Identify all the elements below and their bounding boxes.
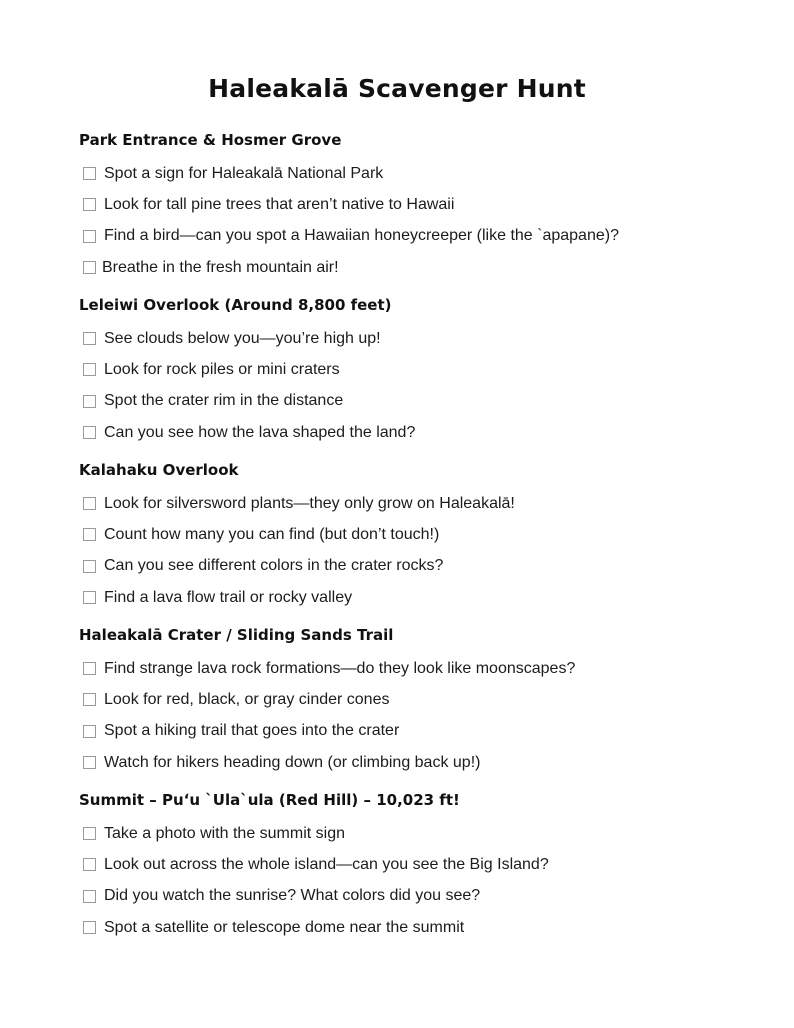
checklist-item: [79, 386, 759, 417]
checkbox[interactable]: [83, 890, 96, 903]
item-text: Look out across the whole island—can you see the Big Island?: [104, 855, 549, 873]
checkbox[interactable]: [83, 693, 96, 706]
checkbox[interactable]: [83, 921, 96, 934]
checkbox[interactable]: [83, 858, 96, 871]
item-text: Spot a hiking trail that goes into the crater: [104, 722, 400, 740]
checkbox[interactable]: [83, 332, 96, 345]
checkbox[interactable]: [83, 756, 96, 769]
item-text: Can you see how the lava shaped the land?: [104, 423, 416, 441]
checklist-item: [79, 252, 759, 283]
item-text: Count how many you can find (but don’t touch!): [104, 525, 440, 543]
section-kalahaku-overlook: [79, 460, 759, 613]
checklist-item: [79, 912, 759, 943]
checklist-item: [79, 189, 759, 220]
item-text: Look for tall pine trees that aren’t native to Hawaii: [104, 195, 455, 213]
checkbox[interactable]: [83, 591, 96, 604]
item-text: Can you see different colors in the crater rocks?: [104, 557, 444, 575]
checkbox[interactable]: [83, 528, 96, 541]
section-heading: Summit – Puʻu `Ula`ula (Red Hill) – 10,023 ft!: [79, 791, 460, 809]
section-heading: Kalahaku Overlook: [79, 461, 239, 479]
item-text: See clouds below you—you’re high up!: [104, 329, 381, 347]
checklist-item: [79, 354, 759, 385]
checklist-item: [79, 519, 759, 550]
checkbox[interactable]: [83, 725, 96, 738]
section-heading: Leleiwi Overlook (Around 8,800 feet): [79, 296, 392, 314]
checkbox[interactable]: [83, 395, 96, 408]
checkbox[interactable]: [83, 827, 96, 840]
checkbox[interactable]: [83, 662, 96, 675]
checklist-item: [79, 716, 759, 747]
checklist: [79, 488, 759, 613]
checklist-item: [79, 221, 759, 252]
page-title: Haleakalā Scavenger Hunt: [208, 74, 586, 103]
item-text: Watch for hikers heading down (or climbing back up!): [104, 753, 481, 771]
item-text: Find strange lava rock formations—do they look like moonscapes?: [104, 659, 576, 677]
checklist-item: [79, 684, 759, 715]
section-leleiwi-overlook: [79, 295, 759, 448]
checklist-item: [79, 158, 759, 189]
item-text: Spot the crater rim in the distance: [104, 392, 344, 410]
checklist-item: [79, 323, 759, 354]
checkbox[interactable]: [83, 426, 96, 439]
item-text: Spot a sign for Haleakalā National Park: [104, 164, 384, 182]
checklist-item: [79, 551, 759, 582]
checkbox[interactable]: [83, 198, 96, 211]
item-text: Take a photo with the summit sign: [104, 824, 346, 842]
section-park-entrance: [79, 130, 759, 283]
checklist: [79, 818, 759, 943]
checkbox[interactable]: [83, 167, 96, 180]
item-text: Spot a satellite or telescope dome near the summit: [104, 918, 465, 936]
item-text: Look for rock piles or mini craters: [104, 360, 340, 378]
checkbox[interactable]: [83, 560, 96, 573]
checkbox[interactable]: [83, 363, 96, 376]
section-heading: Park Entrance & Hosmer Grove: [79, 131, 342, 149]
checkbox[interactable]: [83, 230, 96, 243]
section-crater-trail: [79, 625, 759, 778]
checklist-item: [79, 818, 759, 849]
checklist-item: [79, 881, 759, 912]
checklist-item: [79, 849, 759, 880]
item-text: Look for red, black, or gray cinder cones: [104, 690, 390, 708]
checklist-item: [79, 747, 759, 778]
checklist: [79, 158, 759, 283]
checklist: [79, 323, 759, 448]
item-text: Find a lava flow trail or rocky valley: [104, 588, 353, 606]
checkbox[interactable]: [83, 261, 96, 274]
item-text: Breathe in the fresh mountain air!: [102, 258, 339, 276]
section-summit: [79, 790, 759, 943]
checkbox[interactable]: [83, 497, 96, 510]
item-text: Look for silversword plants—they only grow on Haleakalā!: [104, 494, 515, 512]
checklist-item: [79, 488, 759, 519]
section-heading: Haleakalā Crater / Sliding Sands Trail: [79, 626, 394, 644]
checklist: [79, 653, 759, 778]
checklist-item: [79, 417, 759, 448]
checklist-item: [79, 582, 759, 613]
item-text: Did you watch the sunrise? What colors did you see?: [104, 887, 481, 905]
item-text: Find a bird—can you spot a Hawaiian honeycreeper (like the `apapane)?: [104, 227, 619, 245]
checklist-item: [79, 653, 759, 684]
